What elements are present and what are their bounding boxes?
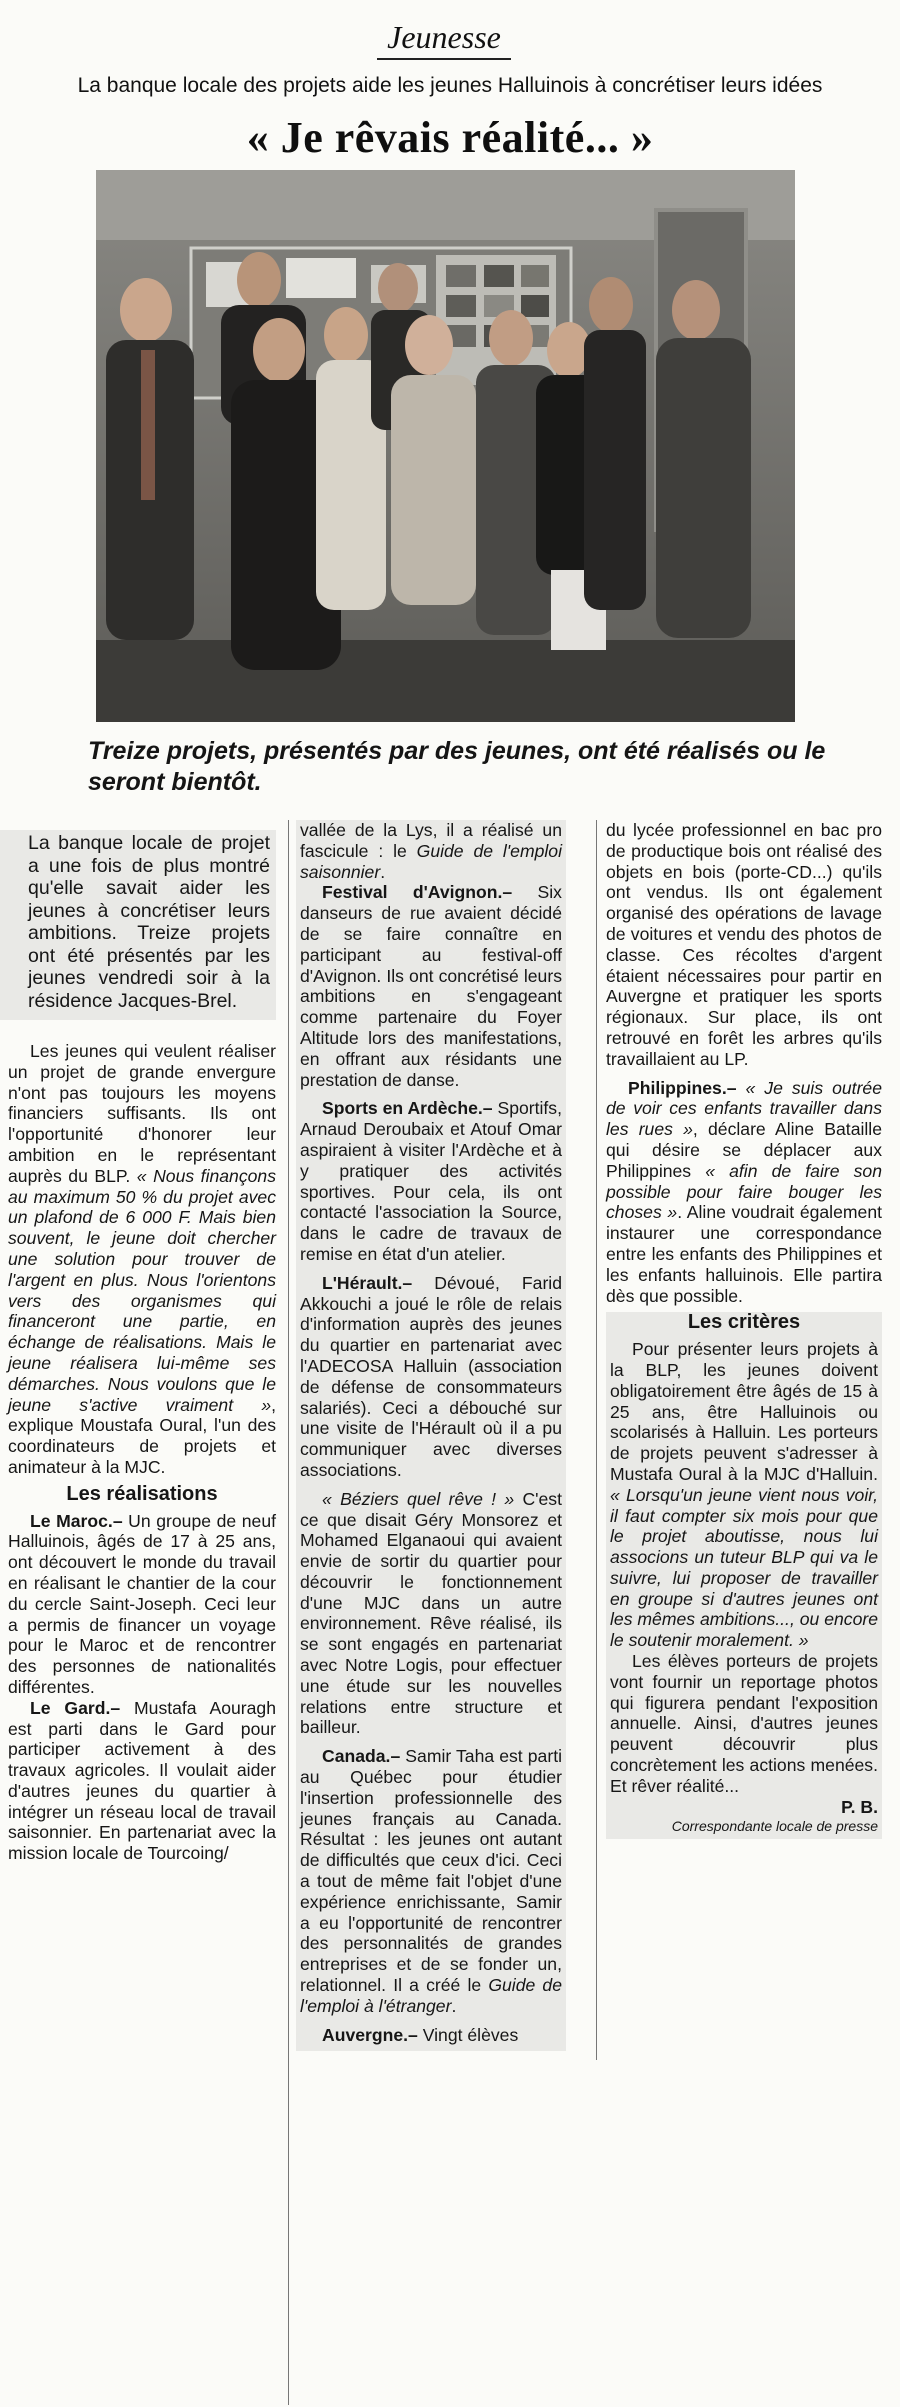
canada-text: Samir Taha est parti au Québec pour étudier l'insertion professionnelle des jeunes français au Canada. Résultat : les jeunes ont autant de difficultés que ceux d'ici. Ceci a tout de même fait l'objet d'une expérience enrichissante, Samir a eu l'opportunité de rencontrer des personnalités de grandes entreprises et de se fonder un, relationnel. Il a créé le bbox=[300, 1746, 562, 1996]
gard-text: Mustafa Aouragh est parti dans le Gard pour participer activement à des travaux agricoles. Il voulait aider d'autres jeunes du quartier à intégrer un réseau local de travail saisonnier. En partenariat avec la mission locale de Tourcoing/ bbox=[8, 1697, 276, 1864]
auvergne-continuation: du lycée professionnel en bac pro de productique bois ont réalisé des objets en bois (porte-CD...) qu'ils ont vendus. Ils ont également organisé des opérations de lavage de voitures et vendu des photos de classe. Ces récoltes d'argent étaient nécessaires pour partir en Auvergne et pratiquer les sports régionaux. Sur place, ils ont retrouvé en forêt les arbres qu'ils travaillaient au LP. bbox=[606, 820, 882, 1069]
criteria-text: Pour présenter leurs projets à la BLP, les jeunes doivent obligatoirement être âgés de 15 à 25 ans, être Halluinois ou scolarisés à Halluin. Les porteurs de projets peuvent s'adresser à Mustafa Oural à la MJC d'Halluin. bbox=[610, 1339, 878, 1484]
criteria-paragraph bbox=[610, 1339, 878, 1651]
subhead-realisations: Les réalisations bbox=[66, 1482, 218, 1505]
headline: « Je rêvais réalité... » bbox=[246, 113, 654, 162]
guide-emploi-etranger: Guide de l'emploi à l'étranger bbox=[300, 1975, 562, 2016]
beziers-paragraph bbox=[300, 1489, 562, 1739]
gard-cont-text: vallée de la Lys, il a réalisé un fascicule : le bbox=[300, 820, 562, 861]
beziers-text: C'est ce que disait Géry Monsorez et Mohamed Elganaoui qui avaient envie de sortir du quartier pour découvrir le fonctionnement d'une MJC dans un autre environnement. Rêve réalisé, ils se sont engagés en partenariat avec Notre Logis, pour effectuer une étude sur les nouvelles relations entre structure et bailleur. bbox=[300, 1488, 562, 1738]
canada-end: . bbox=[451, 1995, 457, 2016]
beziers-quote: « Béziers quel rêve ! » bbox=[322, 1488, 515, 1509]
philippines-text-2: . Aline voudrait également instaurer une correspondance entre les enfants des Philippines et les enfants halluinois. Elle partira dès que possible. bbox=[606, 1202, 882, 1306]
gard-continuation bbox=[300, 820, 562, 882]
intro-text-b: , explique Moustafa Oural, l'un des coordinateurs de projets et animateur à la MJC. bbox=[8, 1394, 276, 1477]
philippines-quote-1: « Je suis outrée de voir ces enfants travailler dans les rues » bbox=[606, 1077, 882, 1140]
lead-box bbox=[0, 830, 276, 1020]
maroc-text: Un groupe de neuf Halluinois, âgés de 17 à 25 ans, ont découvert le monde du travail en réalisant le chantier de la cour du cercle Saint-Joseph. Ceci leur a permis de financer un voyage pour le Maroc et de rencontrer des personnes de nationalités différentes. bbox=[8, 1510, 276, 1697]
group-photo-image bbox=[96, 170, 795, 722]
herault-text: Dévoué, Farid Akkouchi a joué le rôle de relais d'information auprès des jeunes du quartier en partenariat avec l'ADECOSA Halluin (association de défense de consommateurs salariés). Ceci a débouché sur une visite de l'Hérault où il a pu communiquer avec diverses associations. bbox=[300, 1272, 562, 1480]
auvergne-paragraph bbox=[300, 2025, 562, 2046]
festival-title: Festival d'Avignon.– bbox=[322, 882, 513, 903]
philippines-paragraph bbox=[606, 1078, 882, 1307]
ardeche-paragraph bbox=[300, 1098, 562, 1264]
intro-quote: « Nous finançons au maximum 50 % du projet avec un plafond de 6 000 F. Mais bien souvent, le jeune doit chercher une solution pour trouver de l'argent en plus. Nous l'orientons vers des organismes qui financeront une partie, en échange de réalisations. Mais le jeune réalisera lui-même ses démarches. Nous voulons que le jeune s'active vraiment » bbox=[8, 1165, 277, 1415]
gard-cont-end: . bbox=[380, 861, 386, 882]
column-rule-2 bbox=[596, 820, 597, 2060]
gard-title: Le Gard.– bbox=[30, 1697, 121, 1718]
philippines-text-1: , déclare Aline Bataille qui désire se déplacer aux Philippines bbox=[606, 1119, 882, 1181]
guide-emploi-saisonnier: Guide de l'emploi saisonnier bbox=[300, 840, 562, 882]
kicker-line: La banque locale des projets aide les jeunes Halluinois à concrétiser leurs idées bbox=[77, 74, 823, 97]
criteria-box bbox=[606, 1312, 882, 1839]
photo-caption: Treize projets, présentés par des jeunes, ont été réalisés ou le seront bientôt. bbox=[88, 737, 826, 796]
article-column-1 bbox=[8, 830, 276, 1864]
article-column-3 bbox=[606, 820, 882, 1839]
criteria-quote: « Lorsqu'un jeune vient nous voir, il faut compter six mois pour que le projet aboutisse, nous lui associons un tuteur BLP qui va le suivre, lui proposer de travailler en groupe si d'autres jeunes ont les mêmes ambitions..., ou encore le soutenir moralement. » bbox=[610, 1484, 878, 1651]
subhead-criteres: Les critères bbox=[687, 1311, 801, 1334]
section-title: Jeunesse bbox=[377, 19, 511, 60]
group-photo bbox=[96, 170, 795, 722]
ardeche-title: Sports en Ardèche.– bbox=[322, 1098, 493, 1119]
festival-text: Six danseurs de rue avaient décidé de se faire connaître en participant au festival-off d'Avignon. Ils ont concrétisé leurs ambitions en s'engageant comme partenaire du Foyer Altitude lors des manifestations, en offrant aux résidants une prestation de danse. bbox=[300, 882, 562, 1090]
correspondent-credit: Correspondante locale de presse bbox=[671, 1818, 878, 1835]
festival-paragraph bbox=[300, 882, 562, 1090]
auvergne-text: Vingt élèves bbox=[417, 2024, 519, 2045]
intro-text-a: Les jeunes qui veulent réaliser un projet de grande envergure n'ont pas toujours les moyens financiers suffisants. Ils ont l'opportunité d'honorer leur ambition en le représentant auprès du BLP. bbox=[8, 1041, 276, 1186]
final-paragraph: Les élèves porteurs de projets vont fournir un reportage photos qui figurera pendant l'exposition annuelle. Ainsi, d'autres jeunes peuvent découvrir plus concrètement les actions menées. Et rêver réalité... bbox=[610, 1651, 878, 1796]
section-header bbox=[370, 8, 518, 60]
philippines-title: Philippines.– bbox=[628, 1077, 737, 1098]
canada-title: Canada.– bbox=[322, 1746, 401, 1767]
canada-paragraph bbox=[300, 1746, 562, 2016]
gard-paragraph bbox=[8, 1698, 276, 1864]
herault-title: L'Hérault.– bbox=[322, 1272, 413, 1293]
signature: P. B. bbox=[841, 1796, 878, 1817]
philippines-quote-2: « afin de faire son possible pour faire bouger les choses » bbox=[606, 1160, 882, 1223]
herault-paragraph bbox=[300, 1273, 562, 1481]
column-rule-1 bbox=[288, 820, 289, 2405]
article-column-2 bbox=[296, 820, 566, 2051]
auvergne-title: Auvergne.– bbox=[322, 2024, 418, 2045]
maroc-title: Le Maroc.– bbox=[30, 1510, 123, 1531]
lead-paragraph: La banque locale de projet a une fois de plus montré qu'elle savait aider les jeunes à concrétiser leurs ambitions. Treize projets ont été présentés par les jeunes vendredi soir à la résidence Jacques-Brel. bbox=[28, 832, 270, 1012]
ardeche-text: Sportifs, Arnaud Deroubaix et Atouf Omar aspiraient à visiter l'Ardèche et à y pratiquer des activités sportives. Pour cela, ils ont contacté l'association la Source, dans le cadre de travaux de remise en état d'un atelier. bbox=[300, 1098, 562, 1264]
intro-paragraph bbox=[8, 1041, 276, 1478]
maroc-paragraph bbox=[8, 1511, 276, 1698]
